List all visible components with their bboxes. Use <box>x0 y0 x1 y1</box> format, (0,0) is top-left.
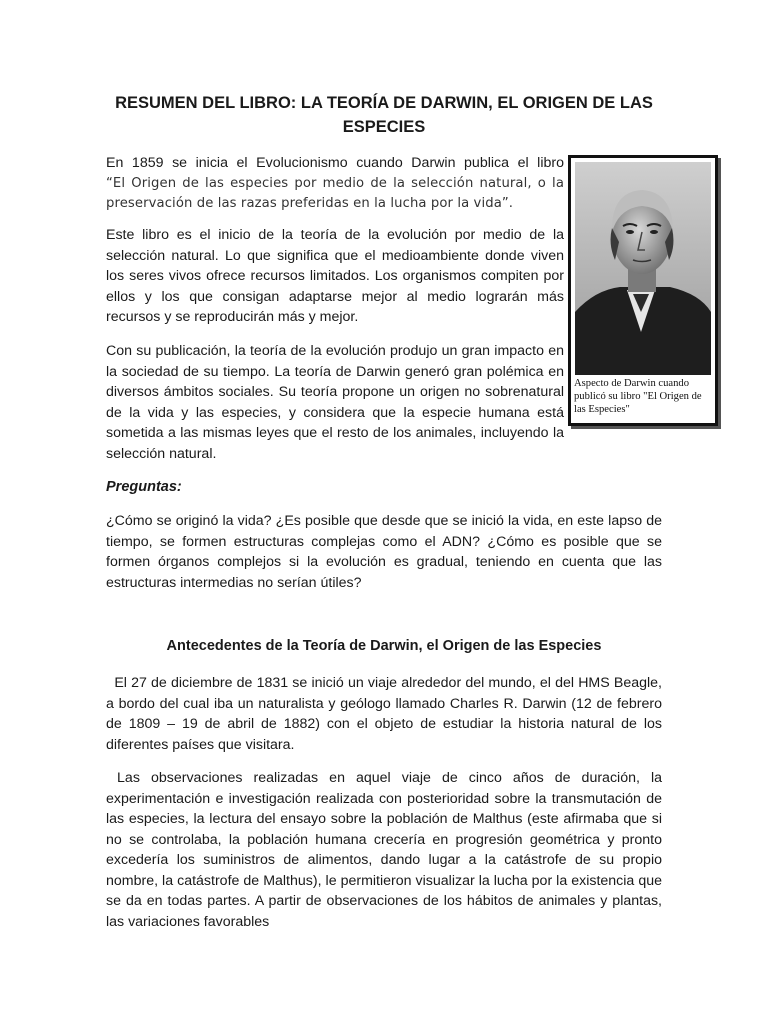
darwin-portrait-image <box>575 162 711 375</box>
darwin-figure <box>568 155 718 426</box>
section-paragraph-observations: Las observaciones realizadas en aquel viaje de cinco años de duración, la experimentación e investigación realizada con posterioridad sobre la transmutación de las especies, la lectura del ensayo sobre la población de Malthus (este afirmaba que si no se controlaba, la población humana crecería en progresión geométrica y pronto excedería los suministros de alimentos, dando lugar a la catástrofe de su propio nombre, la catástrofe de Malthus), le permitieron visualizar la lucha por la existencia que se da en todas partes. A partir de observaciones de los hábitos de animales y plantas, las variaciones favorables <box>106 770 666 930</box>
section-heading: Antecedentes de la Teoría de Darwin, el Origen de las Especies <box>166 638 602 654</box>
questions-paragraph: ¿Cómo se originó la vida? ¿Es posible que desde que se inició la vida, en este lapso de tiempo, se formen estructuras complejas como el ADN? ¿Cómo es posible que se formen órganos complejos si la evolución es gradual, teniendo en cuenta que las estructuras intermedias no serían útiles? <box>106 513 662 591</box>
intro-line-3: preservación de las razas preferidas en la lucha por la vida”. <box>106 196 514 211</box>
document-title: RESUMEN DEL LIBRO: LA TEORÍA DE DARWIN, EL ORIGEN DE LAS ESPECIES <box>115 94 653 136</box>
figure-caption: Aspecto de Darwin cuando publicó su libro "El Origen de las Especies" <box>574 378 702 415</box>
questions-heading: Preguntas: <box>106 479 182 495</box>
section-paragraph-voyage: El 27 de diciembre de 1831 se inició un viaje alrededor del mundo, el del HMS Beagle, a bordo del cual iba un naturalista y geólogo llamado Charles R. Darwin (12 de febrero de 1809 – 19 de abril de 1882) con el objeto de estudiar la historia natural de los diferentes países que visitara. <box>106 675 666 753</box>
intro-paragraph <box>106 153 564 215</box>
intro-line-2: “El Origen de las especies por medio de la selección natural, o la <box>106 175 564 191</box>
intro-line-1: En 1859 se inicia el Evolucionismo cuando Darwin publica el libro <box>106 155 564 171</box>
paragraph-impact: Con su publicación, la teoría de la evolución produjo un gran impacto en la sociedad de su tiempo. La teoría de Darwin generó gran polémica en diversos ámbitos sociales. Su teoría propone un origen no sobrenatural de la vida y las especies, y considera que la especie humana está sometida a las mismas leyes que el resto de los animales, incluyendo la selección natural. <box>106 343 564 462</box>
paragraph-selection: Este libro es el inicio de la teoría de la evolución por medio de la selección natural. Lo que significa que el medioambiente donde viven los seres vivos ofrece recursos limitados. Los organismos compiten por ellos y los que consigan adaptarse mejor al medio lograrán más recursos y se reproducirán más y mejor. <box>106 227 564 325</box>
